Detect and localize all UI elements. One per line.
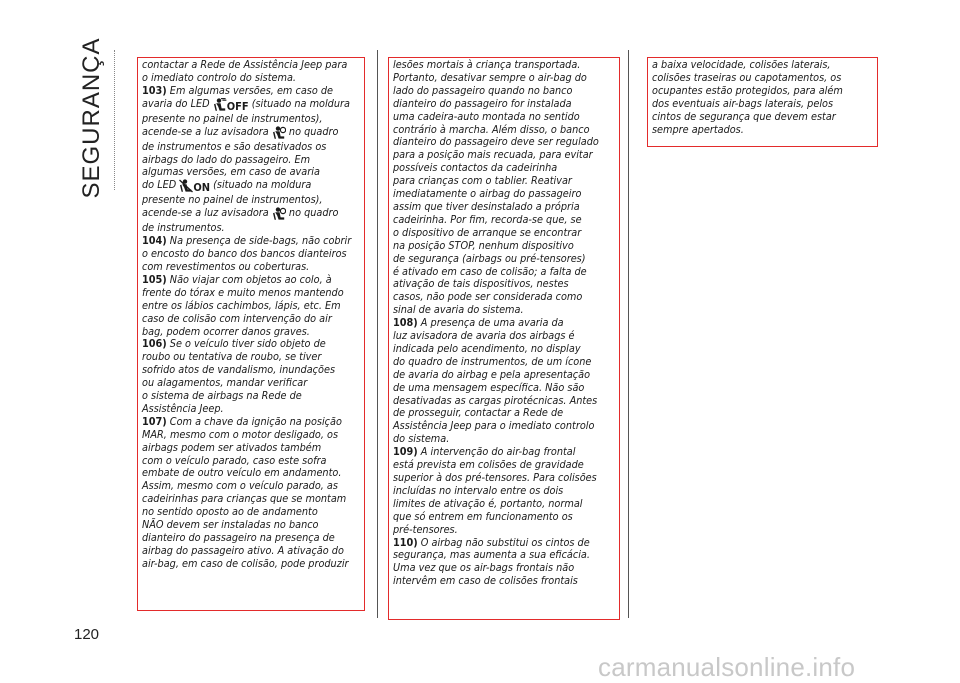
- text-line-with-icon: [142, 98, 361, 113]
- text-line: de segurança (airbags ou pré-tensores): [393, 251, 586, 265]
- text-line: frente do tórax e muito menos mantendo: [142, 285, 344, 299]
- text-line-with-icon: [142, 207, 361, 222]
- text-line: possíveis contactos da cadeirinha: [393, 161, 558, 175]
- text-line: para a posição mais recuada, para evitar: [393, 148, 593, 162]
- text-line: intervêm em caso de colisões frontais: [393, 574, 578, 588]
- note-107: [142, 416, 361, 429]
- text-fragment: acende-se a luz avisadora: [142, 124, 272, 138]
- column-separator: [377, 50, 378, 618]
- text-line: airbag do passageiro ativo. A ativação do: [142, 543, 344, 557]
- text-line: limites de ativação é, portanto, normal: [393, 496, 583, 510]
- text-line: do quadro de instrumentos, de um ícone: [393, 354, 592, 368]
- text-line: sofrido atos de vandalismo, inundações: [142, 363, 335, 377]
- text-line: ocupantes estão protegidos, para além: [652, 83, 843, 97]
- airbag-off-text: OFF: [226, 99, 249, 113]
- text-fragment: (situado na moldura: [210, 178, 312, 192]
- text-line: ativação de tais dispositivos, nestes: [393, 277, 569, 291]
- text-line: é ativado em caso de colisão; a falta de: [393, 264, 587, 278]
- text-line: superior à dos pré-tensores. Para colisões: [393, 471, 597, 484]
- text-line-with-icon: [142, 179, 361, 194]
- note-105: [142, 274, 361, 287]
- text-line: o encosto do banco dos bancos dianteiros: [142, 247, 347, 261]
- text-line: uma cadeira-auto montada no sentido: [393, 109, 580, 123]
- text-line: luz avisadora de avaria dos airbags é: [393, 329, 575, 343]
- note-number: 106): [142, 337, 167, 351]
- text-line: dos eventuais air-bags laterais, pelos: [652, 96, 834, 110]
- warning-box-col3: [647, 57, 878, 147]
- text-line: contactar a Rede de Assistência Jeep para: [142, 58, 348, 71]
- text-line: algumas versões, em caso de avaria: [142, 165, 320, 179]
- text-line: assim que tiver desinstalado a própria: [393, 199, 580, 213]
- watermark: carmanualsonline.info: [598, 652, 856, 682]
- text-line: Com a chave da ignição na posição: [166, 414, 342, 428]
- text-line: cadeirinha. Por fim, recorda-se que, se: [393, 212, 582, 226]
- airbag-on-icon: [179, 179, 210, 194]
- text-line: bag, podem ocorrer danos graves.: [142, 324, 310, 338]
- text-line: o dispositivo de arranque se encontrar: [393, 225, 582, 239]
- text-line: casos, não pode ser considerada como: [393, 290, 583, 304]
- note-number: 105): [142, 272, 167, 286]
- note-number: 107): [142, 414, 167, 428]
- text-line: segurança, mas aumenta a sua eficácia.: [393, 548, 590, 562]
- note-number: 104): [142, 234, 167, 248]
- text-line: de instrumentos e são desativados os: [142, 139, 327, 153]
- text-line: Assistência Jeep.: [142, 401, 224, 415]
- text-line: airbags do lado do passageiro. Em: [142, 152, 311, 166]
- text-line: desativadas as cargas pirotécnicas. Antes: [393, 393, 598, 407]
- text-line: dianteiro do passageiro deve ser regulado: [393, 135, 599, 149]
- text-line: de prosseguir, contactar a Rede de: [393, 406, 564, 420]
- text-line: incluídas no intervalo entre os dois: [393, 483, 564, 497]
- text-fragment: avaria do LED: [142, 96, 213, 110]
- warning-box-col1: [137, 57, 365, 611]
- text-line: roubo ou tentativa de roubo, se tiver: [142, 350, 322, 364]
- text-line-with-icon: [142, 126, 361, 141]
- passenger-airbag-warning-icon: [272, 126, 286, 141]
- text-line: NÃO devem ser instaladas no banco: [142, 518, 319, 532]
- page-number: 120: [74, 626, 100, 643]
- text-line: O airbag não substitui os cintos de: [417, 535, 590, 549]
- text-line: Portanto, desativar sempre o air-bag do: [393, 70, 587, 84]
- text-line: lado do passageiro quando no banco: [393, 83, 573, 97]
- text-line: Uma vez que os air-bags frontais não: [393, 561, 575, 575]
- text-fragment: acende-se a luz avisadora: [142, 206, 272, 220]
- text-line: de uma mensagem específica. Não são: [393, 380, 585, 394]
- text-line: no sentido oposto ao de andamento: [142, 505, 318, 519]
- note-number: 103): [142, 83, 167, 97]
- note-number: 109): [393, 445, 418, 459]
- text-line: na posição STOP, nenhum dispositivo: [393, 238, 574, 252]
- note-number: 108): [393, 316, 418, 330]
- text-line: lesões mortais à criança transportada.: [393, 58, 581, 71]
- text-line: a baixa velocidade, colisões laterais,: [652, 58, 831, 71]
- text-line: A presença de uma avaria da: [417, 316, 564, 330]
- text-line: Em algumas versões, em caso de: [166, 83, 334, 97]
- text-fragment: (situado na moldura: [248, 96, 350, 110]
- text-line: MAR, mesmo com o motor desligado, os: [142, 427, 339, 441]
- airbag-off-icon: [213, 98, 249, 113]
- text-line: air-bag, em caso de colisão, pode produzir: [142, 556, 349, 570]
- passenger-airbag-warning-icon: [272, 207, 286, 222]
- text-line: embate de outro veículo em andamento.: [142, 466, 342, 480]
- text-line: dianteiro do passageiro na presença de: [142, 531, 335, 544]
- column-separator: [628, 50, 629, 618]
- text-line: caso de colisão com intervenção do air: [142, 311, 332, 325]
- text-line: o sistema de airbags na Rede de: [142, 389, 302, 403]
- text-line: de instrumentos.: [142, 221, 225, 235]
- text-line: para crianças com o tablier. Reativar: [393, 174, 572, 188]
- text-line: está prevista em colisões de gravidade: [393, 458, 584, 472]
- text-line: Na presença de side-bags, não cobrir: [166, 234, 352, 248]
- text-line: que só entrem em funcionamento os: [393, 509, 573, 523]
- text-line: A intervenção do air-bag frontal: [417, 445, 576, 459]
- text-line: com o veículo parado, caso este sofra: [142, 453, 327, 467]
- text-line: indicada pelo acendimento, no display: [393, 341, 581, 355]
- text-line: airbags podem ser ativados também: [142, 440, 322, 454]
- text-line: contrário à marcha. Além disso, o banco: [393, 122, 590, 136]
- text-line: cadeirinhas para crianças que se montam: [142, 492, 347, 506]
- text-line: pré-tensores.: [393, 522, 458, 536]
- text-fragment: no quadro: [285, 124, 339, 138]
- text-line: dianteiro do passageiro for instalada: [393, 96, 572, 110]
- text-line: do sistema.: [393, 432, 450, 446]
- text-line: com revestimentos ou coberturas.: [142, 259, 310, 273]
- text-line: o imediato controlo do sistema.: [142, 70, 297, 84]
- text-line: entre os lábios cachimbos, lápis, etc. Em: [142, 298, 341, 312]
- text-line: cintos de segurança que devem estar: [652, 109, 836, 123]
- text-line: sinal de avaria do sistema.: [393, 303, 524, 317]
- section-tab: [70, 37, 114, 199]
- text-line: presente no painel de instrumentos),: [142, 193, 323, 207]
- text-line: Se o veículo tiver sido objeto de: [166, 337, 326, 351]
- text-line: de avaria do airbag e pela apresentação: [393, 367, 591, 381]
- section-tab-rule: [114, 50, 116, 190]
- text-line: presente no painel de instrumentos),: [142, 111, 323, 125]
- text-line: ou alagamentos, mandar verificar: [142, 376, 308, 390]
- text-line: sempre apertados.: [652, 122, 744, 136]
- text-line: Assim, mesmo com o veículo parado, as: [142, 479, 338, 493]
- airbag-on-text: ON: [193, 181, 211, 195]
- text-line: colisões traseiras ou capotamentos, os: [652, 70, 842, 84]
- text-line: imediatamente o airbag do passageiro: [393, 187, 582, 201]
- text-line: Assistência Jeep para o imediato controlo: [393, 419, 595, 433]
- warning-box-col2: [388, 57, 620, 620]
- text-line: Não viajar com objetos ao colo, à: [166, 272, 332, 286]
- section-title: SEGURANÇA: [78, 37, 105, 199]
- text-fragment: no quadro: [285, 206, 339, 220]
- text-fragment: do LED: [142, 178, 180, 192]
- note-number: 110): [393, 535, 418, 549]
